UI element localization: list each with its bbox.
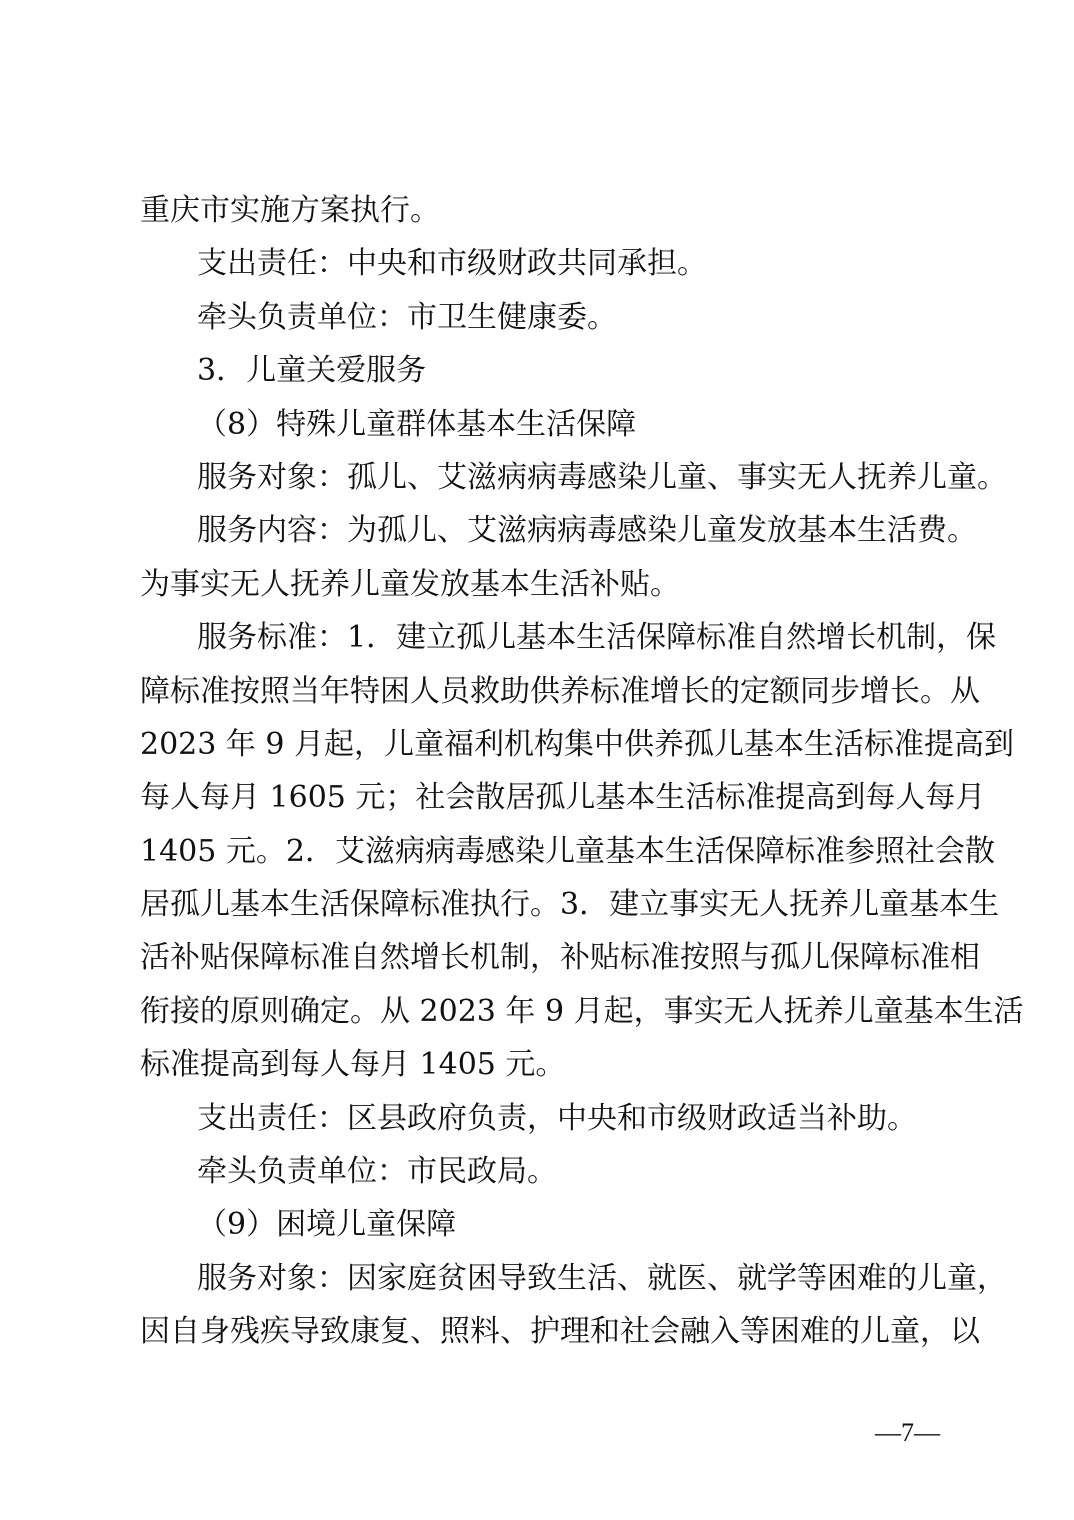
text-line: （9）困境儿童保障 xyxy=(197,1207,457,1243)
text-line: 服务对象：孤儿、艾滋病病毒感染儿童、事实无人抚养儿童。 xyxy=(197,459,1007,495)
text-line: 1405 元。2．艾滋病病毒感染儿童基本生活保障标准参照社会散 xyxy=(140,833,995,869)
document-body xyxy=(140,184,1024,1359)
text-line: 服务标准：1．建立孤儿基本生活保障标准自然增长机制，保 xyxy=(197,620,997,656)
text-line: 支出责任：中央和市级财政共同承担。 xyxy=(197,246,707,282)
text-line: 居孤儿基本生活保障标准执行。3．建立事实无人抚养儿童基本生 xyxy=(140,887,1000,923)
text-line: 牵头负责单位：市民政局。 xyxy=(197,1154,557,1190)
text-line: 服务对象：因家庭贫困导致生活、就医、就学等困难的儿童， xyxy=(197,1260,1007,1296)
text-line: 为事实无人抚养儿童发放基本生活补贴。 xyxy=(140,566,680,602)
text-line: （8）特殊儿童群体基本生活保障 xyxy=(197,406,637,442)
text-line: 2023 年 9 月起，儿童福利机构集中供养孤儿基本生活标准提高到 xyxy=(140,726,1015,762)
text-line: 衔接的原则确定。从 2023 年 9 月起，事实无人抚养儿童基本生活 xyxy=(140,993,1024,1029)
text-line: 3．儿童关爱服务 xyxy=(197,353,427,389)
page-number: —7— xyxy=(875,1418,940,1447)
text-line: 活补贴保障标准自然增长机制，补贴标准按照与孤儿保障标准相 xyxy=(140,940,980,976)
text-line: 因自身残疾导致康复、照料、护理和社会融入等困难的儿童，以 xyxy=(140,1314,980,1350)
text-line: 牵头负责单位：市卫生健康委。 xyxy=(197,299,617,335)
text-line: 每人每月 1605 元；社会散居孤儿基本生活标准提高到每人每月 xyxy=(140,780,986,816)
text-line: 支出责任：区县政府负责，中央和市级财政适当补助。 xyxy=(197,1100,917,1136)
text-line: 服务内容：为孤儿、艾滋病病毒感染儿童发放基本生活费。 xyxy=(197,513,977,549)
text-line: 障标准按照当年特困人员救助供养标准增长的定额同步增长。从 xyxy=(140,673,980,709)
text-line: 重庆市实施方案执行。 xyxy=(140,193,440,228)
text-line: 标准提高到每人每月 1405 元。 xyxy=(140,1047,566,1083)
